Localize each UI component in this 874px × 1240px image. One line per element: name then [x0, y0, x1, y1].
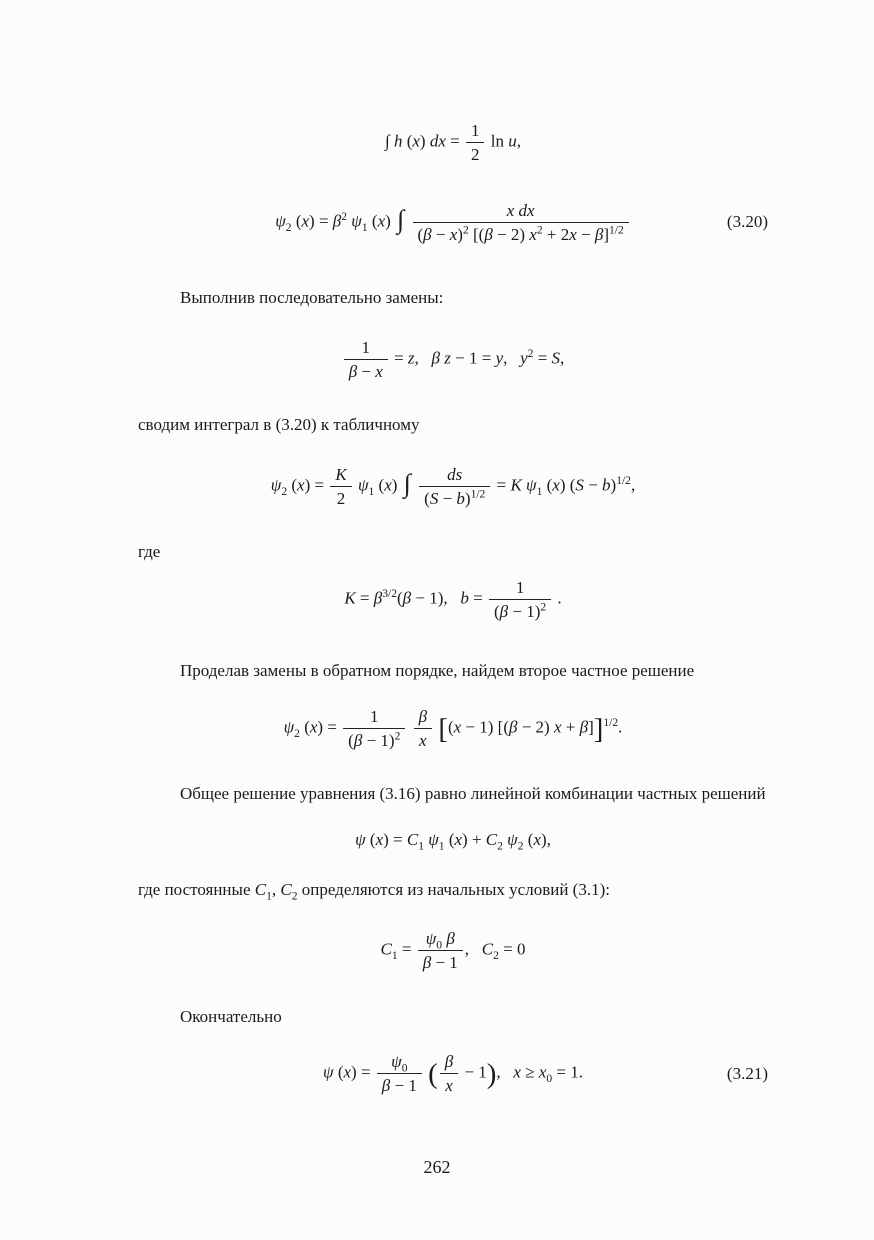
equation-3-20	[138, 200, 768, 246]
paragraph-obshchee: Общее решение уравнения (3.16) равно линейной комбинации частных решений	[180, 784, 766, 803]
equation-body: $\psi_2$ (x) = $\frac{K}{2}$ $\psi_1$ (x) ∫ $\frac{ds}{(S - b)^{1/2}}$ = K $\psi_1$ (x) $(S - b)^{1/2}$,	[270, 464, 636, 508]
equation-substitutions	[138, 337, 768, 383]
equation-body: $C_1$ = $\frac{\psi_0 \beta}{\beta - 1}$ , $C_2 = 0$	[380, 929, 526, 973]
equation-body: $\frac{1}{\beta - x}$ = z, β z − 1 = y, $y^2 = S$,	[342, 337, 565, 383]
equation-number: (3.21)	[726, 1063, 768, 1083]
paragraph-gde: где	[138, 542, 161, 561]
equation-general-solution	[138, 829, 768, 851]
equation-number: (3.20)	[726, 212, 768, 232]
equation-body: $\psi_2$ (x) = $\frac{1}{(\beta - 1)^2}$ $\frac{\beta}{x}$ [(x − 1) [(β − 2) x + β]]$^{1/2}$.	[283, 706, 623, 750]
page-number: 262	[423, 1157, 451, 1177]
equation-3-21	[138, 1051, 768, 1097]
equation-K-b	[138, 577, 768, 623]
equation-body: $K = \beta^{3/2}(\beta - 1)$, b = $\frac{1}{(\beta - 1)^2}$ .	[344, 577, 562, 621]
equation-integral-h	[138, 120, 768, 166]
paragraph-svodim: сводим интеграл в (3.20) к табличному	[138, 415, 420, 434]
equation-psi2-final	[138, 706, 768, 752]
equation-body: ψ (x) = $\frac{\psi_0}{\beta - 1}$ ( $\frac{\beta}{x}$ − 1), $x \ge x_0 = 1$.	[323, 1052, 583, 1096]
equation-body: ∫ h (x) dx = $\frac{1}{2}$ ln u,	[385, 121, 521, 165]
paragraph-okonchatelno: Окончательно	[180, 1006, 282, 1026]
paragraph-zameny: Выполнив последовательно замены:	[180, 288, 444, 307]
equation-body: ψ $(x) = C_1$ $\psi_1$ $(x) + C_2$ $\psi_2$ (x),	[355, 829, 551, 852]
equation-tabular	[138, 464, 768, 510]
equation-body: $\psi_2$ $(x) = \beta^2$ $\psi_1$ (x) ∫ $\frac{\text{x dx}}{(\beta - x)^2 [(\beta - 2) x^2 + 2x - \beta]^{1/2}}$	[275, 200, 631, 246]
equation-C1-C2	[138, 928, 768, 974]
paragraph-postoyannye: где постоянные $C_1$, $C_2$ определяются из начальных условий (3.1):	[138, 879, 610, 902]
paragraph-prodelav: Проделав замены в обратном порядке, найдем второе частное решение	[180, 661, 695, 680]
